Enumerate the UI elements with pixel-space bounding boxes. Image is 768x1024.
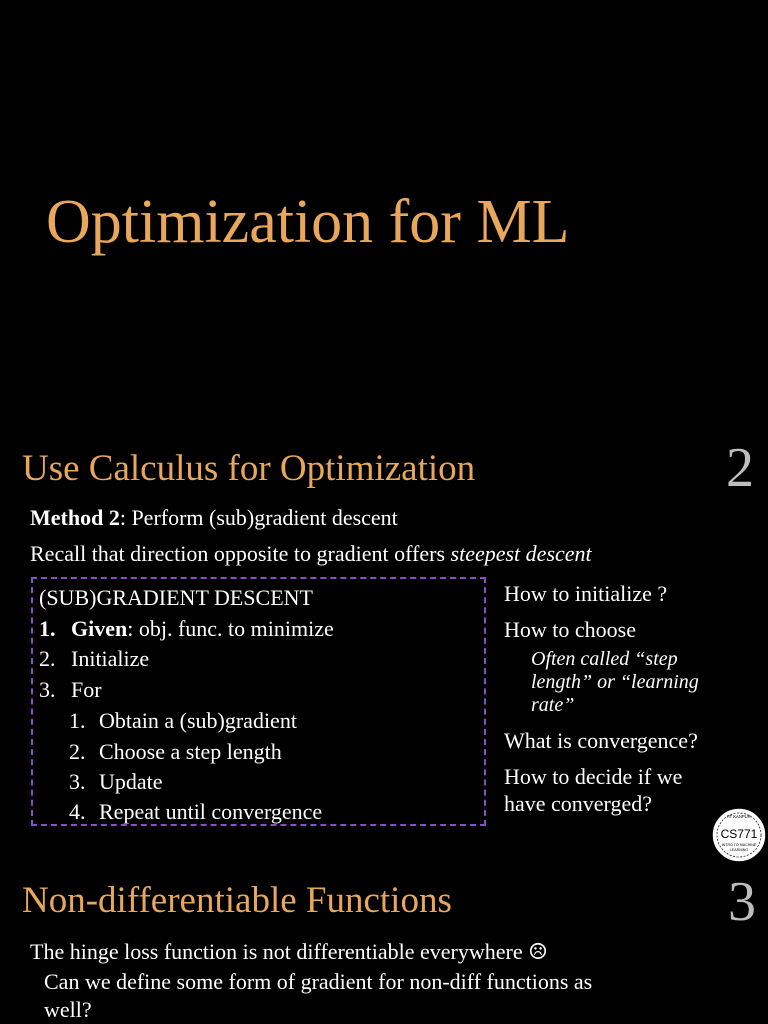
step-number: 3. (39, 677, 56, 702)
method-text: : Perform (sub)gradient descent (119, 505, 398, 530)
course-logo (710, 806, 768, 864)
side-note-line: length” or “learning (531, 671, 699, 693)
step-text: : obj. func. to minimize (127, 616, 334, 641)
step-number: 2. (39, 646, 56, 671)
algorithm-substep (69, 768, 163, 796)
method-label: Method 2 (30, 505, 120, 530)
side-note-line: Often called “step (531, 648, 678, 670)
algorithm-step-1 (39, 615, 334, 643)
substep-text: Obtain a (sub)gradient (99, 708, 297, 733)
question-line: well? (44, 997, 92, 1022)
side-question-initialize: How to initialize ? (504, 581, 668, 606)
question-line: Can we define some form of gradient for non-diff functions as (44, 969, 593, 994)
slide2-title: Use Calculus for Optimization (22, 448, 476, 489)
substep-number: 3. (69, 769, 86, 794)
slide3-number: 3 (728, 871, 756, 933)
side-question-convergence: What is convergence? (504, 728, 698, 753)
algorithm-box (31, 577, 486, 826)
algorithm-substep (69, 798, 322, 826)
algorithm-substep (69, 707, 297, 735)
logo-main-text: CS771 (720, 827, 758, 841)
side-question-decide: have converged? (504, 791, 653, 816)
hinge-loss-text: The hinge loss function is not differentiable everywhere (30, 939, 529, 964)
recall-italic: steepest descent (450, 541, 592, 566)
step-number: 1. (39, 616, 56, 641)
logo-top-text: IIT KANPUR (727, 814, 751, 819)
algorithm-step-3 (39, 676, 102, 704)
substep-text: Update (99, 769, 163, 794)
slide1-title: Optimization for ML (46, 188, 570, 256)
recall-line (30, 540, 592, 568)
side-question-choose: How to choose (504, 617, 636, 642)
substep-number: 2. (69, 739, 86, 764)
substep-text: Choose a step length (99, 739, 282, 764)
method-line (30, 504, 398, 532)
logo-bottom-line: LEARNING (729, 848, 749, 852)
side-note-line: rate” (531, 694, 575, 716)
slide2-number: 2 (726, 437, 754, 499)
recall-text: Recall that direction opposite to gradient offers (30, 541, 451, 566)
side-question-decide: How to decide if we (504, 764, 683, 789)
step-text: Initialize (71, 646, 150, 671)
substep-number: 4. (69, 799, 86, 824)
logo-bottom-line: INTRO TO MACHINE (721, 843, 757, 847)
algorithm-step-2 (39, 645, 149, 673)
step-given-label: Given (71, 616, 128, 641)
step-text: For (71, 677, 102, 702)
substep-number: 1. (69, 708, 86, 733)
algorithm-substep (69, 738, 282, 766)
hinge-loss-line (30, 938, 548, 966)
algorithm-heading: (SUB)GRADIENT DESCENT (39, 585, 313, 610)
slide3-title: Non-differentiable Functions (22, 880, 452, 921)
substep-text: Repeat until convergence (99, 799, 323, 824)
sad-face-icon: ☹ (528, 939, 548, 964)
